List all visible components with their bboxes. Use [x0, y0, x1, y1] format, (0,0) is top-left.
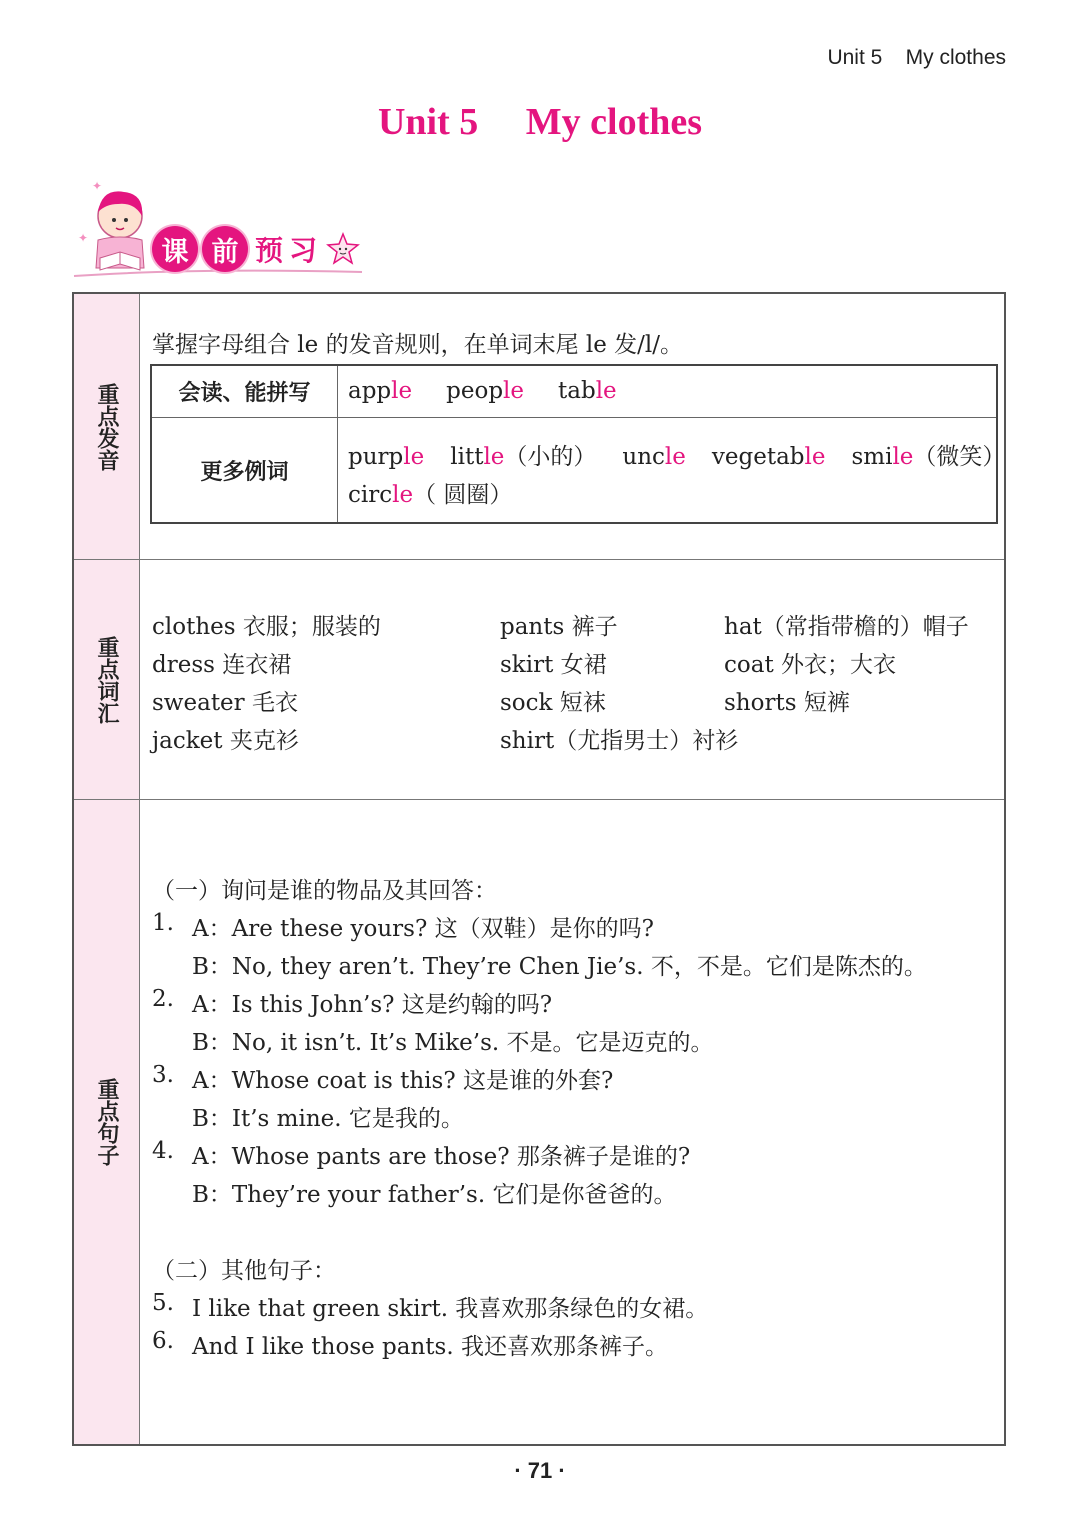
- word-gloss: （小的）: [504, 444, 597, 470]
- preview-banner: [152, 224, 360, 274]
- word-gloss: （微笑）: [913, 444, 1006, 470]
- read-spell-label: 会读、能拼写: [152, 366, 338, 417]
- word-suffix-le: le: [392, 482, 414, 508]
- word-suffix-le: le: [403, 444, 425, 470]
- vocab-item: skirt 女裙: [500, 652, 607, 678]
- pronunciation-side: [74, 294, 140, 559]
- sentence-text: And I like those pants. 我还喜欢那条裤子。: [192, 1334, 668, 1360]
- vocab-item: clothes 衣服；服装的: [152, 614, 381, 640]
- vocab-item: sweater 毛衣: [152, 690, 298, 716]
- sentence-number: 3.: [152, 1062, 174, 1088]
- word-stem: purp: [348, 444, 404, 470]
- pronunciation-label: 重点发音: [94, 382, 119, 471]
- page-title: Unit 5 My clothes: [377, 101, 703, 143]
- example-word: [348, 444, 424, 470]
- smiling-star-icon: [326, 232, 360, 266]
- pronunciation-intro: 掌握字母组合 le 的发音规则，在单词末尾 le 发/l/。: [152, 332, 684, 358]
- word-stem: vegetab: [711, 444, 805, 470]
- vocab-item: pants 裤子: [500, 614, 618, 640]
- banner-char-3: 预: [254, 234, 283, 267]
- more-examples-row: [152, 418, 1006, 522]
- sentence-number: 4.: [152, 1138, 174, 1164]
- sentence-a: A：Whose pants are those? 那条裤子是谁的?: [192, 1144, 691, 1170]
- sentence-text: I like that green skirt. 我喜欢那条绿色的女裙。: [192, 1296, 709, 1322]
- word-suffix-le: le: [804, 444, 826, 470]
- sentence-b: B：They’re your father’s. 它们是你爸爸的。: [192, 1182, 677, 1208]
- example-word: [450, 444, 596, 470]
- word-stem: peop: [446, 378, 504, 404]
- vocab-item: sock 短袜: [500, 690, 606, 716]
- banner-char-1: 课: [152, 226, 198, 272]
- vocabulary-section: [74, 560, 1004, 800]
- svg-text:✦: ✦: [78, 231, 89, 245]
- vocab-item: coat 外衣；大衣: [724, 652, 896, 678]
- example-word: [622, 444, 685, 470]
- banner-char-4: 习: [288, 234, 317, 267]
- word-stem: app: [348, 378, 392, 404]
- sentence-a: A：Is this John’s? 这是约翰的吗?: [192, 992, 553, 1018]
- sentence-number: 2.: [152, 986, 174, 1012]
- running-head: Unit 5 My clothes: [827, 46, 1006, 69]
- more-examples-line1: [348, 438, 1031, 471]
- example-word: [348, 482, 512, 508]
- word-stem: circ: [348, 482, 393, 508]
- more-examples-label: 更多例词: [152, 418, 338, 522]
- sentence-number: 1.: [152, 910, 174, 936]
- sentence-number: 6.: [152, 1328, 174, 1354]
- vocab-item: dress 连衣裙: [152, 652, 292, 678]
- vocab-item: hat（常指带檐的）帽子: [724, 614, 969, 640]
- banner-char-2: 前: [202, 226, 248, 272]
- word-stem: smi: [851, 444, 893, 470]
- example-word: [558, 378, 617, 404]
- word-stem: tab: [558, 378, 596, 404]
- pronunciation-section: [74, 294, 1004, 560]
- word-suffix-le: le: [391, 378, 413, 404]
- word-stem: unc: [622, 444, 665, 470]
- sentences-heading-1: （一）询问是谁的物品及其回答：: [152, 878, 497, 904]
- word-gloss: （ 圆圈）: [413, 482, 513, 508]
- sentence-b: B：No, it isn’t. It’s Mike’s. 不是。它是迈克的。: [192, 1030, 714, 1056]
- preview-table: [72, 292, 1006, 1446]
- page-number: · 71 ·: [514, 1458, 566, 1483]
- sentences-side: [74, 800, 140, 1444]
- sentences-heading-2: （二）其他句子：: [152, 1258, 336, 1284]
- sentences-label: 重点句子: [94, 1078, 119, 1166]
- word-suffix-le: le: [483, 444, 505, 470]
- sentences-section: [74, 800, 1004, 1444]
- example-word: [712, 444, 826, 470]
- word-suffix-le: le: [892, 444, 914, 470]
- word-suffix-le: le: [664, 444, 686, 470]
- pronunciation-table: [150, 364, 1006, 524]
- vocab-item: shirt（尤指男士）衬衫: [500, 728, 739, 754]
- read-spell-row: [152, 366, 996, 418]
- sentence-number: 5.: [152, 1290, 174, 1316]
- example-word: [851, 444, 1005, 470]
- sentence-b: B：No, they aren’t. They’re Chen Jie’s. 不，不是。它们是陈杰的。: [192, 954, 927, 980]
- vocab-item: shorts 短裤: [724, 690, 850, 716]
- word-stem: litt: [450, 444, 484, 470]
- example-word: [446, 378, 524, 404]
- vocabulary-label: 重点词汇: [94, 635, 119, 724]
- example-word: [348, 378, 412, 404]
- vocabulary-side: [74, 560, 140, 799]
- sentence-a: A：Whose coat is this? 这是谁的外套?: [192, 1068, 614, 1094]
- read-spell-words: [348, 378, 651, 404]
- sentence-b: B：It’s mine. 它是我的。: [192, 1106, 464, 1132]
- more-examples-line2: [348, 476, 546, 509]
- sentence-a: A：Are these yours? 这（双鞋）是你的吗?: [192, 916, 654, 942]
- word-suffix-le: le: [503, 378, 525, 404]
- word-suffix-le: le: [595, 378, 617, 404]
- vocab-item: jacket 夹克衫: [152, 728, 299, 754]
- svg-text:✦: ✦: [92, 179, 103, 193]
